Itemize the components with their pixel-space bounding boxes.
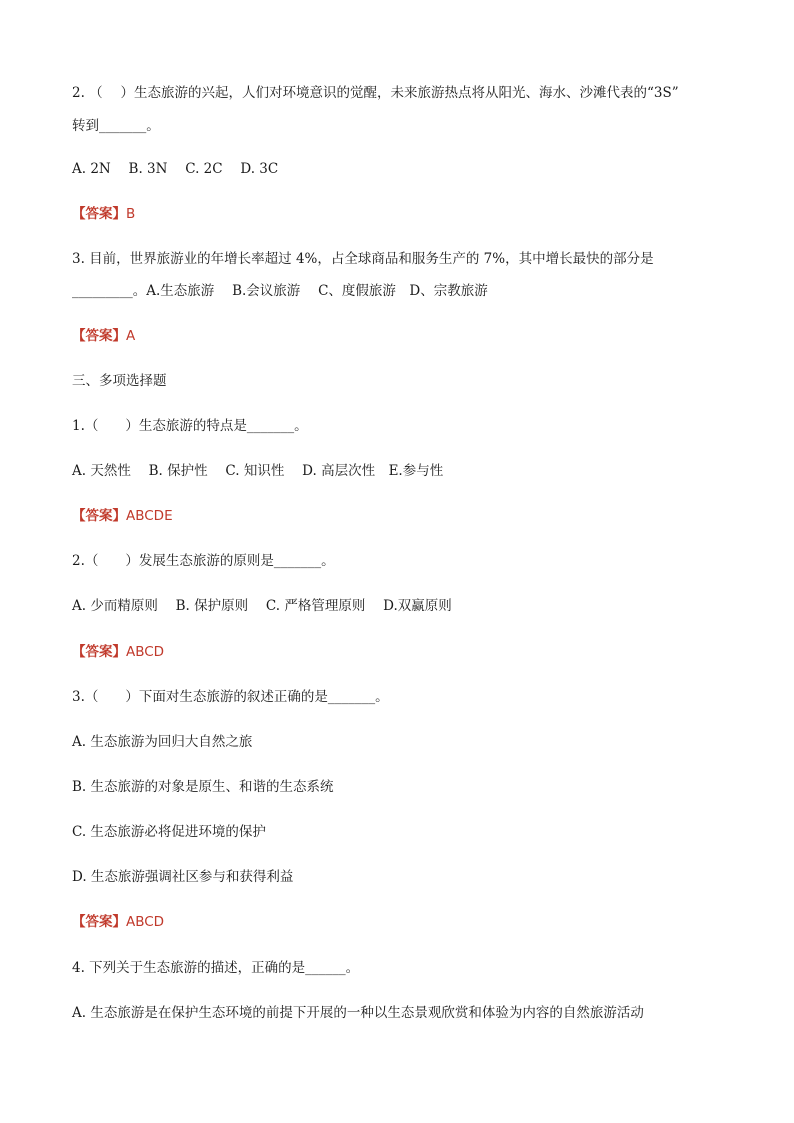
q3-stem-line1: 3. 目前，世界旅游业的年增长率超过 4%，占全球商品和服务生产的 7%，其中增长最快的部分是	[72, 251, 654, 267]
q3-stem-line2: _________。A.生态旅游 B.会议旅游 C、度假旅游 D、宗教旅游	[72, 283, 488, 299]
m2-options: A. 少而精原则 B. 保护原则 C. 严格管理原则 D.双赢原则	[72, 598, 452, 614]
section-title: 三、多项选择题	[72, 373, 167, 389]
answer-label: 【答案】	[72, 508, 126, 524]
q2-stem-line1: 2. （ ）生态旅游的兴起，人们对环境意识的觉醒，未来旅游热点将从阳光、海水、沙滩代表的“3S”	[72, 85, 679, 101]
answer-value: B	[126, 206, 136, 222]
m4-question: 4. 下列关于生态旅游的描述，正确的是______。	[72, 960, 360, 976]
q3-answer	[72, 326, 135, 346]
answer-label: 【答案】	[72, 914, 126, 930]
m3-option-a: A. 生态旅游为回归大自然之旅	[72, 734, 253, 750]
m3-question: 3.（ ）下面对生态旅游的叙述正确的是_______。	[72, 689, 389, 705]
answer-label: 【答案】	[72, 206, 126, 222]
m2-question: 2.（ ）发展生态旅游的原则是_______。	[72, 553, 335, 569]
m4-option-a: A. 生态旅游是在保护生态环境的前提下开展的一种以生态景观欣赏和体验为内容的自然旅游活动	[72, 1005, 644, 1021]
q2-options: A. 2N B. 3N C. 2C D. 3C	[72, 161, 279, 177]
m1-options: A. 天然性 B. 保护性 C. 知识性 D. 高层次性 E.参与性	[72, 463, 444, 479]
m3-answer	[72, 912, 164, 932]
m1-answer	[72, 506, 173, 526]
q2-stem-line2: 转到_______。	[72, 118, 160, 134]
m2-answer	[72, 642, 164, 662]
m3-option-b: B. 生态旅游的对象是原生、和谐的生态系统	[72, 779, 334, 795]
answer-value: A	[126, 328, 136, 344]
m1-question: 1.（ ）生态旅游的特点是_______。	[72, 418, 308, 434]
answer-value: ABCD	[126, 644, 165, 660]
m3-option-c: C. 生态旅游必将促进环境的保护	[72, 824, 266, 840]
answer-label: 【答案】	[72, 644, 126, 660]
answer-value: ABCD	[126, 914, 165, 930]
answer-value: ABCDE	[126, 508, 173, 524]
m3-option-d: D. 生态旅游强调社区参与和获得利益	[72, 869, 294, 885]
q2-answer	[72, 204, 135, 224]
answer-label: 【答案】	[72, 328, 126, 344]
